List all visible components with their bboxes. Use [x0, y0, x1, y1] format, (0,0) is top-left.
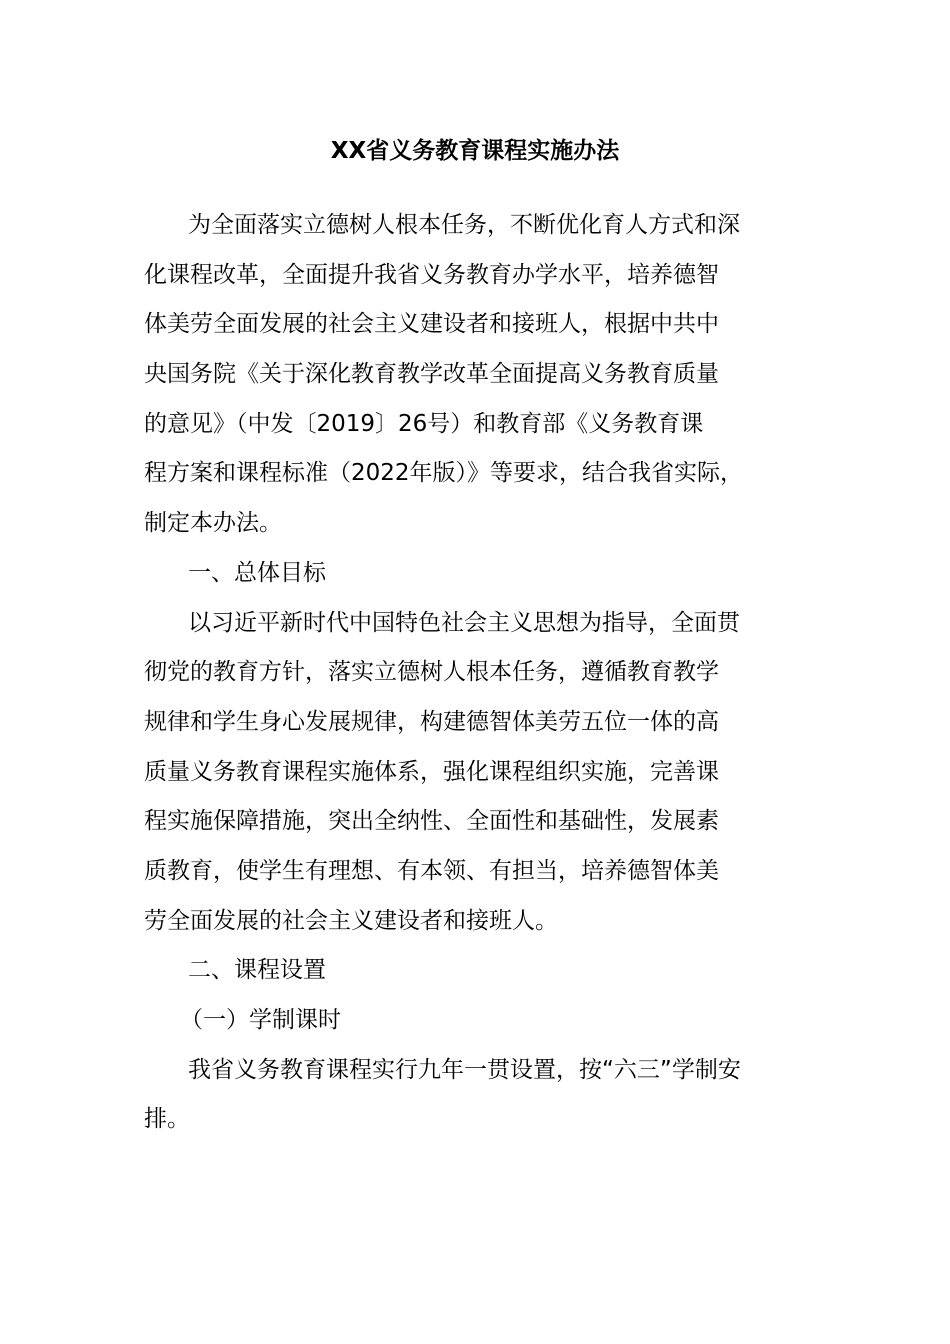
section-heading: 二、课程设置 — [188, 957, 326, 984]
paragraph-line: 质量义务教育课程实施体系，强化课程组织实施，完善课 — [144, 758, 719, 785]
paragraph-line: 程实施保障措施，突出全纳性、全面性和基础性，发展素 — [144, 808, 719, 835]
subsection-heading: （一）学制课时 — [180, 1007, 341, 1033]
paragraph-line: 制定本办法。 — [144, 510, 282, 537]
paragraph-line: 化课程改革，全面提升我省义务教育办学水平，培养德智 — [144, 261, 719, 288]
paragraph-line: 规律和学生身心发展规律，构建德智体美劳五位一体的高 — [144, 708, 719, 735]
paragraph-line: 质教育，使学生有理想、有本领、有担当，培养德智体美 — [144, 857, 719, 884]
paragraph-line: 的意见》（中发〔2019〕26号）和教育部《义务教育课 — [144, 410, 704, 437]
paragraph-line: 排。 — [144, 1106, 190, 1133]
paragraph-line: 劳全面发展的社会主义建设者和接班人。 — [144, 907, 558, 934]
paragraph-line: 体美劳全面发展的社会主义建设者和接班人，根据中共中 — [144, 311, 719, 338]
document-title: XX省义务教育课程实施办法 — [330, 138, 620, 164]
section-heading: 一、总体目标 — [188, 559, 326, 586]
paragraph-line: 我省义务教育课程实行九年一贯设置，按“六三”学制安 — [188, 1056, 741, 1083]
paragraph-line: 程方案和课程标准（2022年版）》等要求，结合我省实际， — [144, 460, 744, 487]
paragraph-line: 彻党的教育方针，落实立德树人根本任务，遵循教育教学 — [144, 659, 719, 686]
document-body — [144, 201, 824, 1145]
paragraph-line: 为全面落实立德树人根本任务，不断优化育人方式和深 — [188, 212, 740, 238]
paragraph-line: 以习近平新时代中国特色社会主义思想为指导，全面贯 — [188, 609, 740, 636]
paragraph-line: 央国务院《关于深化教育教学改革全面提高义务教育质量 — [144, 361, 719, 388]
